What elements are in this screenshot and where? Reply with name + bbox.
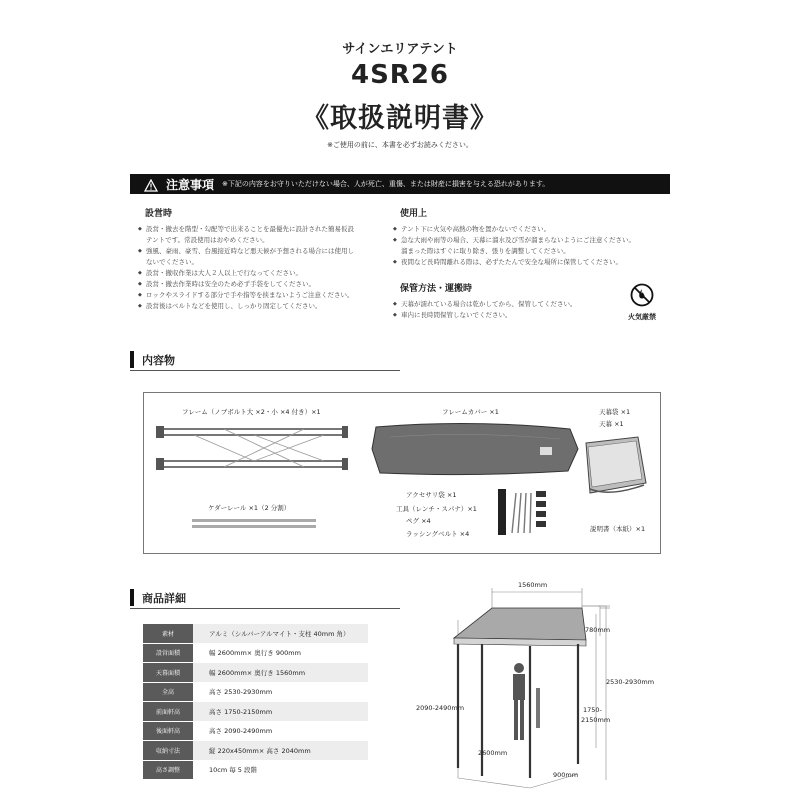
spec-key: 高さ調整 <box>143 760 193 780</box>
spec-key: 収納寸法 <box>143 741 193 761</box>
dim-depth: 900mm <box>553 771 579 779</box>
list-item: ◆ ロックやスライドする部分で手や指等を挟まないようご注意ください。 <box>138 290 354 301</box>
list-item: ◆ 天幕が濡れている場合は乾かしてから、保管してください。 <box>393 299 577 310</box>
dim-total-height: 2530-2930mm <box>606 678 655 686</box>
accessories-illustration <box>496 487 556 539</box>
list-item: ◆ 急な大雨や雨等の場合、天幕に溜水及び雪が溜まらないようにご注意ください。 <box>393 235 635 246</box>
dim-rear-height: 2090-2490mm <box>416 704 465 712</box>
list-item: ◆ 設営・撤去を階型・勾配等で出来ることを最優先に設計された簡易仮設 <box>138 224 354 235</box>
gutter-label: ケダーレール ×1（2 分割） <box>208 504 291 512</box>
dim-width: 2600mm <box>478 749 508 757</box>
spec-key: 全高 <box>143 682 193 702</box>
frame-cover-illustration <box>370 419 580 479</box>
belts-label: ラッシングベルト ×4 <box>406 530 470 538</box>
section-marker <box>130 351 134 368</box>
canopy-package-illustration <box>580 433 650 499</box>
spec-key: 素材 <box>143 624 193 643</box>
spec-key: 後面軒高 <box>143 721 193 741</box>
table-row <box>143 741 368 761</box>
usage-heading: 使用上 <box>400 209 428 219</box>
list-item: ◆ テント下に火気や高熱の物を置かないでください。 <box>393 224 635 235</box>
read-note: ※ご使用の前に、本書を必ずお読みください。 <box>327 141 473 149</box>
details-heading: 商品詳細 <box>142 592 186 605</box>
list-item: ◆ 設営・撤去作業時は安全のため必ず手袋をしてください。 <box>138 279 354 290</box>
list-item-cont: テントです。常設使用はおやめください。 <box>146 236 269 244</box>
spec-value: 10cm 毎 5 段階 <box>193 760 368 780</box>
storage-heading: 保管方法・運搬時 <box>400 284 473 294</box>
dim-depth-top: 780mm <box>585 626 611 634</box>
spec-value: アルミ（シルバーアルマイト・支柱 40mm 角） <box>193 624 368 643</box>
list-item: ◆ 設営・撤収作業は大人２人以上で行なってください。 <box>138 268 354 279</box>
canopy-label: 天幕 ×1 <box>599 420 624 428</box>
section-marker <box>130 589 134 606</box>
manual-label: 説明書（本紙）×1 <box>590 525 646 533</box>
list-item: ◆ 車内に長時間保管しないでください。 <box>393 310 577 321</box>
table-row <box>143 643 368 663</box>
list-item: ◆ 設営後はベルトなどを使用し、しっかり固定してください。 <box>138 301 354 312</box>
spec-value: 高さ 2090-2490mm <box>193 721 368 741</box>
dim-front-height-b: 2150mm <box>581 716 611 724</box>
spec-value: 幅 2600mm× 奥行き 1560mm <box>193 663 368 683</box>
setup-list <box>138 224 354 312</box>
spec-table <box>143 624 368 780</box>
table-row <box>143 663 368 683</box>
list-item: ◆ 夜間など長時間離れる際は、必ずたたんで安全な場所に保管してください。 <box>393 257 635 268</box>
canopy-bag-label: 天幕袋 ×1 <box>599 408 631 416</box>
contents-box <box>143 392 661 554</box>
dim-top-width: 1560mm <box>518 581 548 589</box>
spec-value: 高さ 2530-2930mm <box>193 682 368 702</box>
list-item-cont: 溜まった際はすぐに取り除き、張りを調整してください。 <box>401 247 570 255</box>
setup-heading: 設営時 <box>145 209 173 219</box>
fire-prohibited-label: 火気厳禁 <box>628 313 656 321</box>
usage-list <box>393 224 635 268</box>
spec-key: 設営面積 <box>143 643 193 663</box>
product-subtitle: サインエリアテント <box>342 42 458 57</box>
frame-label: フレーム（ノブボルト大 ×2・小 ×4 付き）×1 <box>182 408 321 416</box>
gutter-rail-illustration <box>190 517 320 531</box>
cover-label: フレームカバー ×1 <box>442 408 499 416</box>
spec-value: 幅 2600mm× 奥行き 900mm <box>193 643 368 663</box>
frame-illustration <box>154 421 354 477</box>
spec-value: 高さ 1750-2150mm <box>193 702 368 722</box>
table-row <box>143 682 368 702</box>
table-row <box>143 624 368 643</box>
details-section-header <box>130 588 400 609</box>
caution-bar <box>130 174 670 194</box>
table-row <box>143 702 368 722</box>
contents-section-header <box>130 350 400 371</box>
spec-key: 前面軒高 <box>143 702 193 722</box>
no-fire-icon <box>630 283 654 307</box>
list-item-cont: ないでください。 <box>146 258 198 266</box>
model-number: 4SR26 <box>350 60 450 90</box>
dim-front-height-a: 1750- <box>583 706 602 714</box>
caution-text: ※下記の内容をお守りいただけない場合、人が死亡、重傷、または財産に損害を与える恐れがあります。 <box>222 180 550 188</box>
list-item: ◆ 強風、豪雨、豪雪、台風接近時など悪天候が予想される場合には使用し <box>138 246 354 257</box>
document-title: 《取扱説明書》 <box>302 103 498 134</box>
spec-value: 縦 220x450mm× 高さ 2040mm <box>193 741 368 761</box>
table-row <box>143 760 368 780</box>
accessory-bag-label: アクセサリ袋 ×1 <box>406 491 457 499</box>
warning-icon <box>144 177 158 196</box>
spec-key: 天幕面積 <box>143 663 193 683</box>
pegs-label: ペグ ×4 <box>406 517 431 525</box>
table-row <box>143 721 368 741</box>
tools-label: 工具（レンチ・スパナ）×1 <box>396 505 477 513</box>
storage-list <box>393 299 577 321</box>
contents-heading: 内容物 <box>142 354 175 367</box>
caution-title: 注意事項 <box>166 178 215 192</box>
